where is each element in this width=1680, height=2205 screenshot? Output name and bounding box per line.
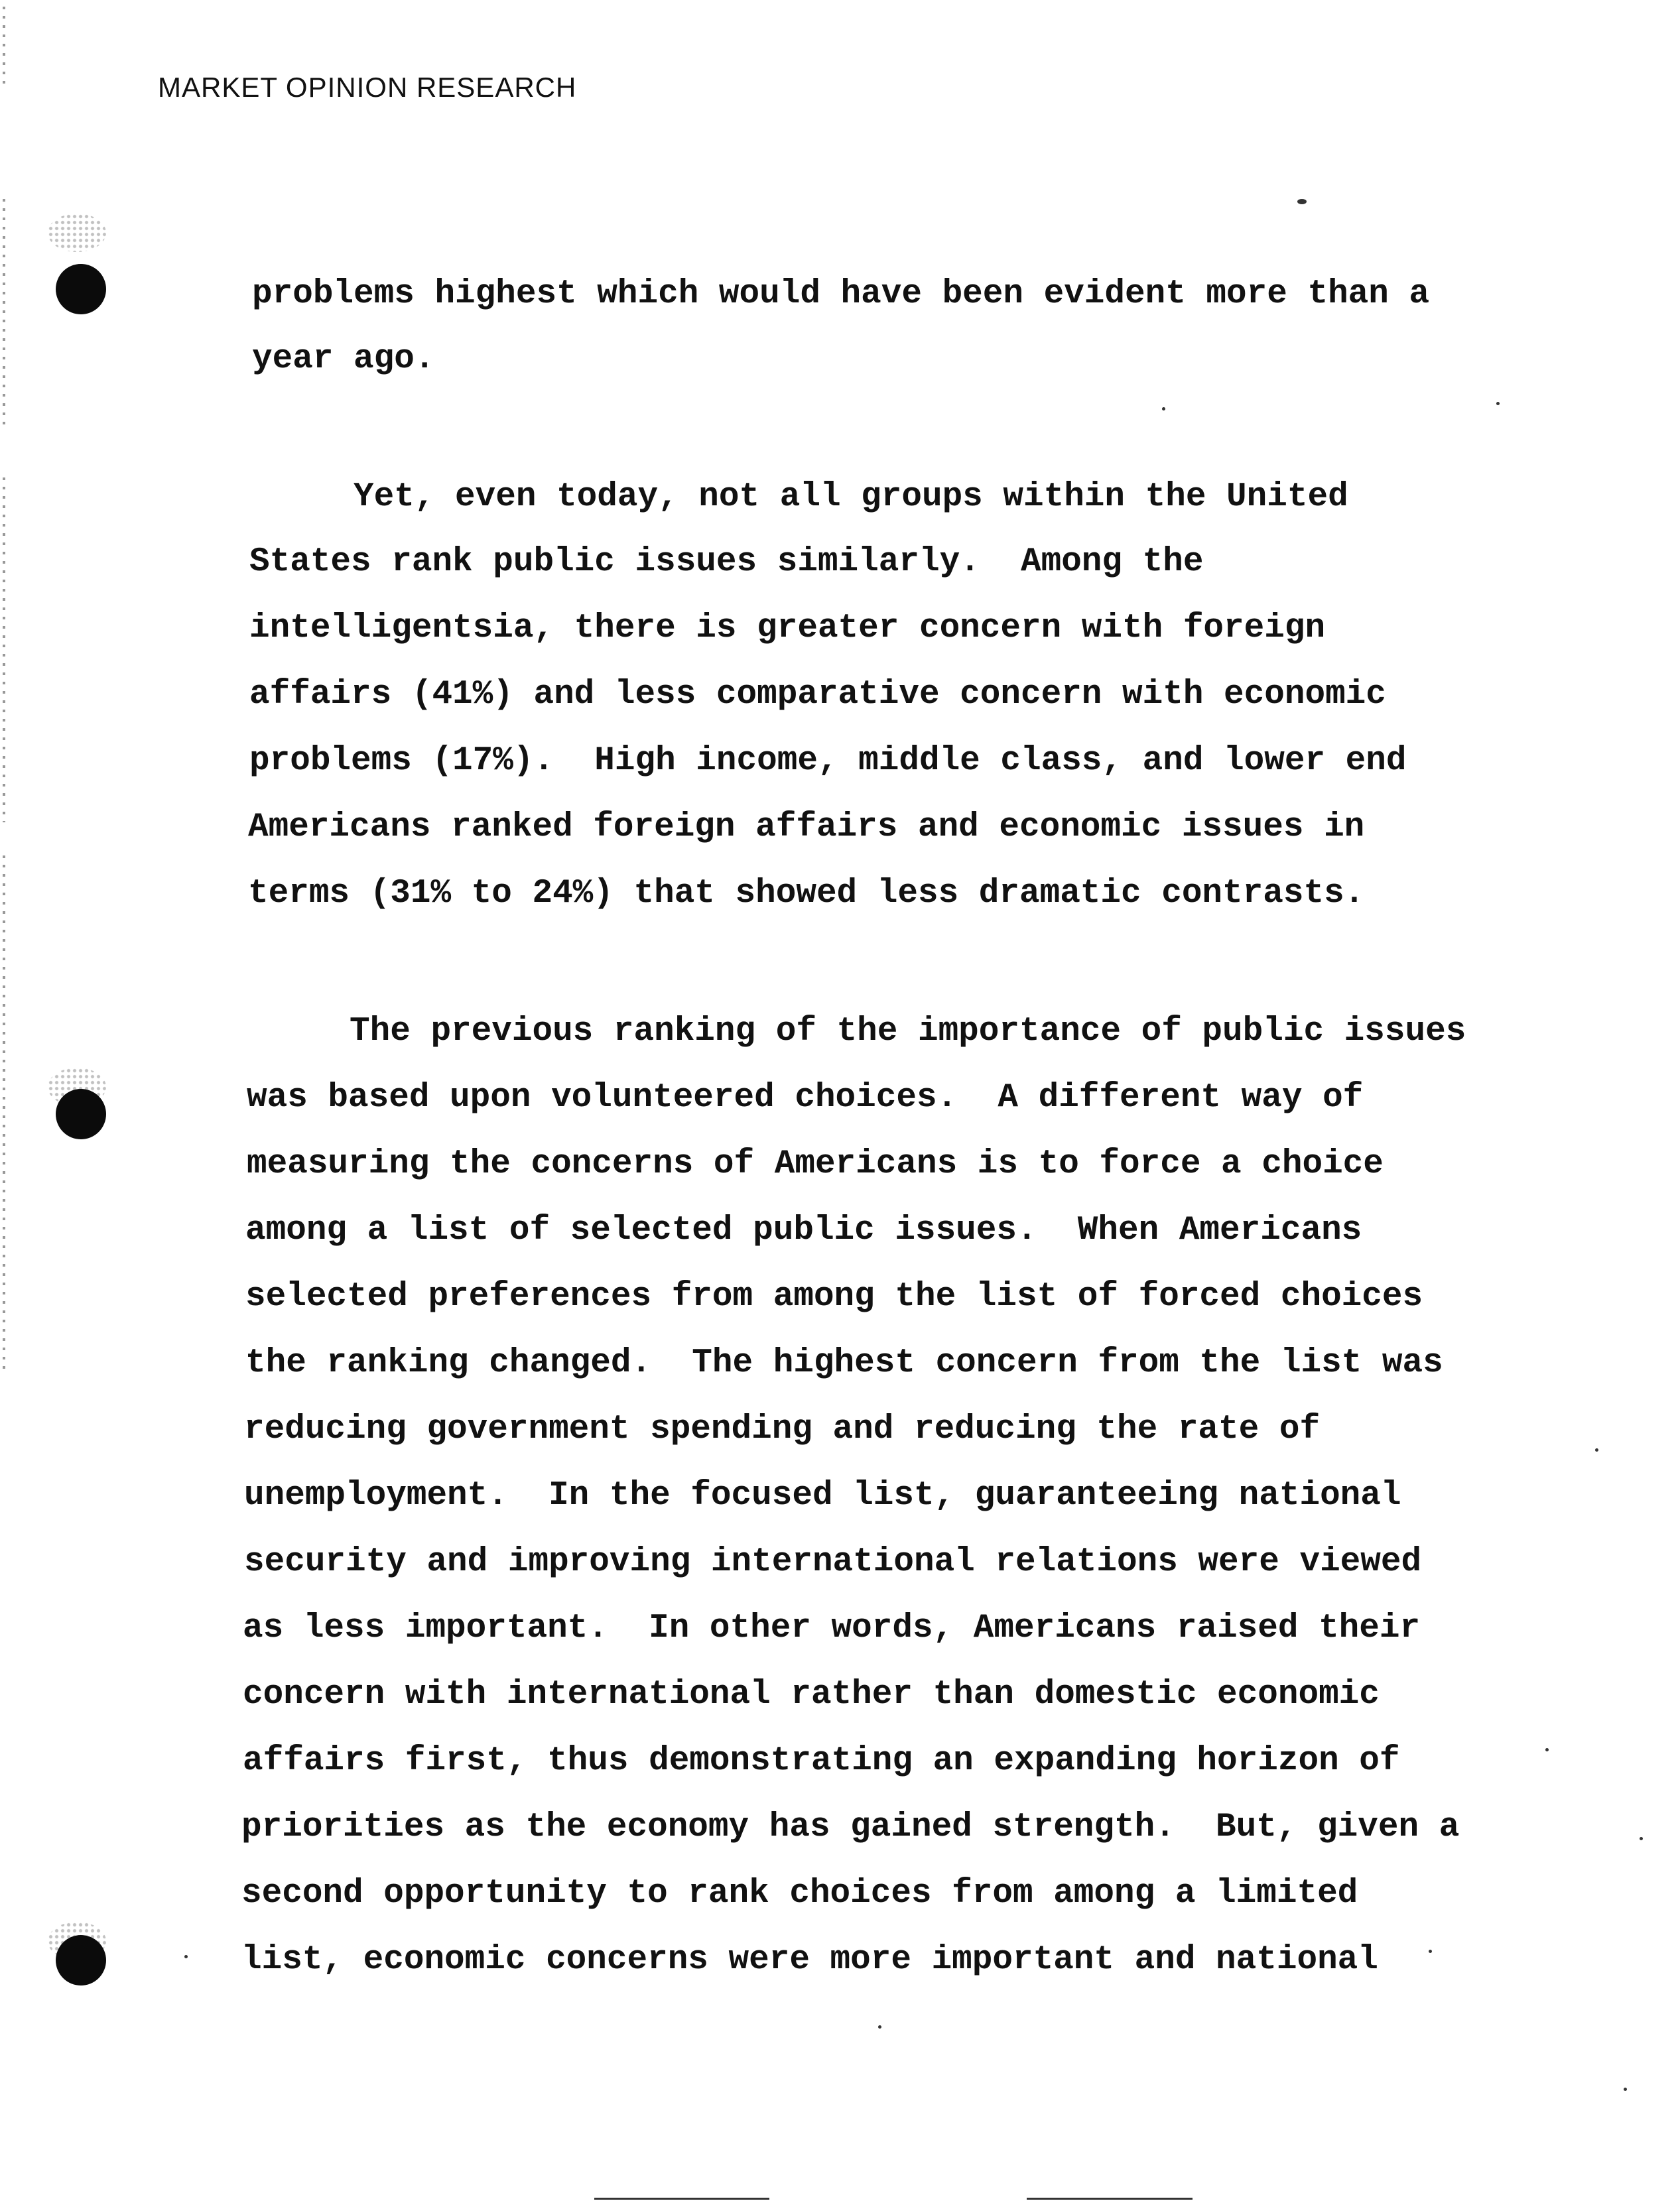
text-line: year ago. [252, 340, 435, 378]
text-line: Americans ranked foreign affairs and economic issues in [248, 808, 1365, 846]
text-line: affairs first, thus demonstrating an expanding horizon of [243, 1742, 1400, 1780]
text-line: second opportunity to rank choices from among a limited [241, 1875, 1358, 1913]
text-line: selected preferences from among the list of forced choices [245, 1278, 1423, 1316]
letterhead: MARKET OPINION RESEARCH [158, 72, 577, 103]
text-line: security and improving international relations were viewed [244, 1543, 1422, 1581]
text-line: problems (17%). High income, middle class, and lower end [249, 742, 1407, 780]
text-line: terms (31% to 24%) that showed less dramatic contrasts. [248, 875, 1365, 913]
text-line: priorities as the economy has gained strength. But, given a [241, 1808, 1460, 1846]
text-line: intelligentsia, there is greater concern with foreign [249, 609, 1326, 647]
text-line: the ranking changed. The highest concern from the list was [245, 1344, 1443, 1382]
text-line: measuring the concerns of Americans is to force a choice [247, 1145, 1384, 1183]
bottom-edge-rule [1027, 2198, 1193, 2200]
text-line: affairs (41%) and less comparative concern with economic [249, 676, 1386, 714]
text-line: problems highest which would have been evident more than a [252, 275, 1430, 313]
bottom-edge-rule [594, 2198, 769, 2200]
text-line: Yet, even today, not all groups within the United [252, 478, 1348, 516]
text-line: unemployment. In the focused list, guaranteeing national [244, 1477, 1401, 1515]
text-line: The previous ranking of the importance of public issues [248, 1013, 1466, 1050]
text-line: as less important. In other words, Americans raised their [243, 1609, 1421, 1647]
text-line: concern with international rather than domestic economic [243, 1676, 1380, 1714]
text-line: among a list of selected public issues. When Americans [245, 1212, 1362, 1249]
text-line: was based upon volunteered choices. A different way of [247, 1079, 1364, 1117]
text-line: States rank public issues similarly. Among the [249, 543, 1204, 581]
text-line: list, economic concerns were more important and national [241, 1941, 1378, 1979]
text-line: reducing government spending and reducing the rate of [244, 1411, 1321, 1448]
